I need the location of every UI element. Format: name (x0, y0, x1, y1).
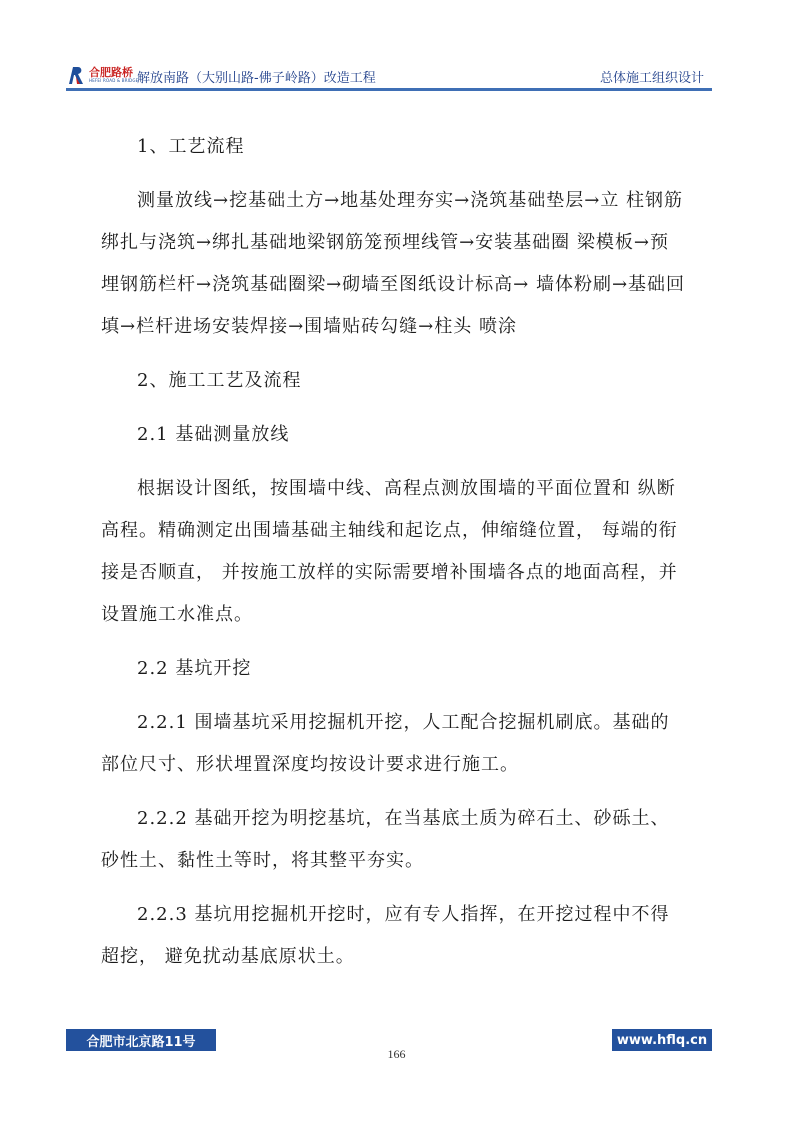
logo-english-text: HEFEI ROAD & BRIDGE (89, 78, 139, 83)
page-header (66, 62, 712, 88)
footer-address: 合肥市北京路11号 (66, 1029, 216, 1051)
section-2-1-paragraph: 根据设计图纸，按围墙中线、高程点测放围墙的平面位置和 纵断高程。精确测定出围墙基础主轴线和起讫点，伸缩缝位置， 每端的衔接是否顺直， 并按施工放样的实际需要增补围墙各点的地面高程，并设置施工水准点。 (101, 478, 678, 625)
section-1-heading: 1、工艺流程 (137, 136, 245, 157)
document-body (101, 126, 686, 990)
section-1-paragraph: 测量放线→挖基础土方→地基处理夯实→浇筑基础垫层→立 柱钢筋绑扎与浇筑→绑扎基础地梁钢筋笼预埋线管→安装基础圈 梁模板→预埋钢筋栏杆→浇筑基础圈梁→砌墙至图纸设计标高→ 墙体粉刷→基础回填→栏杆进场安装焊接→围墙贴砖勾缝→柱头 喷涂 (101, 190, 686, 337)
logo-chinese-text: 合肥路桥 (89, 66, 133, 79)
project-title: 解放南路（大别山路-佛子岭路）改造工程 (137, 71, 376, 86)
section-2-2-1-paragraph: 2.2.1 围墙基坑采用挖掘机开挖，人工配合挖掘机刷底。基础的部位尺寸、形状埋置深度均按设计要求进行施工。 (101, 712, 670, 775)
hflq-logo-icon (66, 65, 86, 85)
document-title: 总体施工组织设计 (599, 71, 704, 86)
footer-gap (216, 1032, 612, 1048)
header-divider (66, 88, 712, 91)
section-2-1-heading: 2.1 基础测量放线 (137, 424, 290, 445)
page-number: 166 (387, 1047, 406, 1061)
footer-website: www.hflq.cn (612, 1029, 712, 1051)
section-2-2-heading: 2.2 基坑开挖 (137, 658, 252, 679)
company-logo (66, 64, 138, 86)
section-2-2-3-paragraph: 2.2.3 基坑用挖掘机开挖时，应有专人指挥，在开挖过程中不得超挖， 避免扰动基底原状土。 (101, 904, 670, 967)
section-2-2-2-paragraph: 2.2.2 基础开挖为明挖基坑，在当基底土质为碎石土、砂砾土、砂性土、黏性土等时，将其整平夯实。 (101, 808, 670, 871)
section-2-heading: 2、施工工艺及流程 (137, 370, 302, 391)
